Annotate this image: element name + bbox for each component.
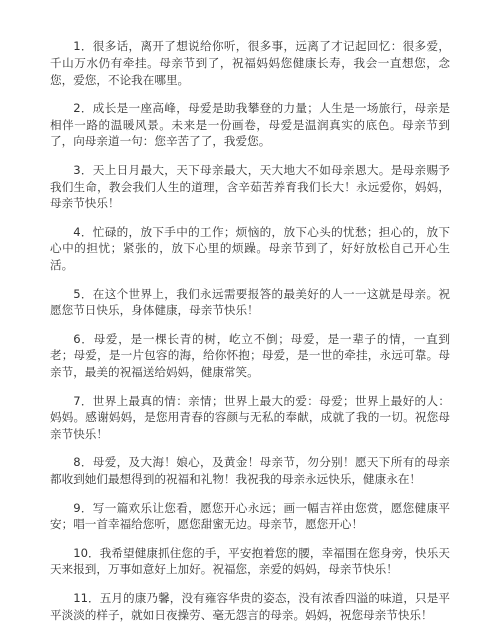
paragraph-2: 2．成长是一座高峰，母爱是助我攀登的力量；人生是一场旅行，母亲是相伴一路的温暖风景。未来是一份画卷，母爱是温润真实的底色。母亲节到了，向母亲道一句：您辛苦了了，我爱您。 bbox=[50, 100, 450, 149]
paragraph-1: 1．很多话，离开了想说给你听，很多事，远离了才记起回忆：很多爱，千山万水仍有牵挂。母亲节到了，祝福妈妈您健康长寿，我会一直想您，念您，爱您，不论我在哪里。 bbox=[50, 39, 450, 87]
paragraph-5: 5．在这个世界上，我们永远需要报答的最美好的人一一这就是母亲。祝愿您节日快乐，身体健康，母亲节快乐！ bbox=[50, 286, 450, 318]
paragraph-7: 7．世界上最真的情：亲情；世界上最大的爱：母爱；世界上最好的人：妈妈。感谢妈妈，是您用青春的容颜与无私的奉献，成就了我的一切。祝您母亲节快乐！ bbox=[50, 393, 450, 442]
paragraph-3: 3．天上日月最大，天下母亲最大，天大地大不如母亲恩大。是母亲赐予我们生命，教会我们人生的道理，含辛茹苦养育我们长大！永远爱你，妈妈，母亲节快乐！ bbox=[50, 162, 450, 211]
paragraph-6: 6．母爱，是一棵长青的树，屹立不倒；母爱，是一辈子的情，一直到老；母爱，是一片包容的海，给你怀抱；母爱，是一世的牵挂，永远可靠。母亲节，最美的祝福送给妈妈，健康常笑。 bbox=[50, 331, 450, 380]
paragraph-9: 9．写一篇欢乐让您看，愿您开心永远；画一幅吉祥由您赏，愿您健康平安；唱一首幸福给您听，愿您甜蜜无边。母亲节，愿您开心！ bbox=[50, 500, 450, 532]
paragraph-11: 11．五月的康乃馨，没有雍容华贵的姿态，没有浓香四溢的味道，只是平平淡淡的样子，就如日夜操劳、毫无怨言的母亲。妈妈，祝您母亲节快乐！ bbox=[50, 590, 450, 622]
paragraph-8: 8．母爱，及大海！娘心，及黄金！母亲节，勿分别！愿天下所有的母亲都收到她们最想得到的祝福和礼物！我祝我的母亲永远快乐，健康永在！ bbox=[50, 455, 450, 487]
paragraph-4: 4．忙碌的，放下手中的工作；烦恼的，放下心头的忧愁；担心的，放下心中的担忧；紧张的，放下心里的烦躁。母亲节到了，好好放松自己开心生活。 bbox=[50, 224, 450, 273]
paragraph-10: 10．我希望健康抓住您的手，平安抱着您的腰，幸福围在您身旁，快乐天天来报到，万事如意好上加好。祝福您，亲爱的妈妈，母亲节快乐！ bbox=[50, 545, 450, 577]
